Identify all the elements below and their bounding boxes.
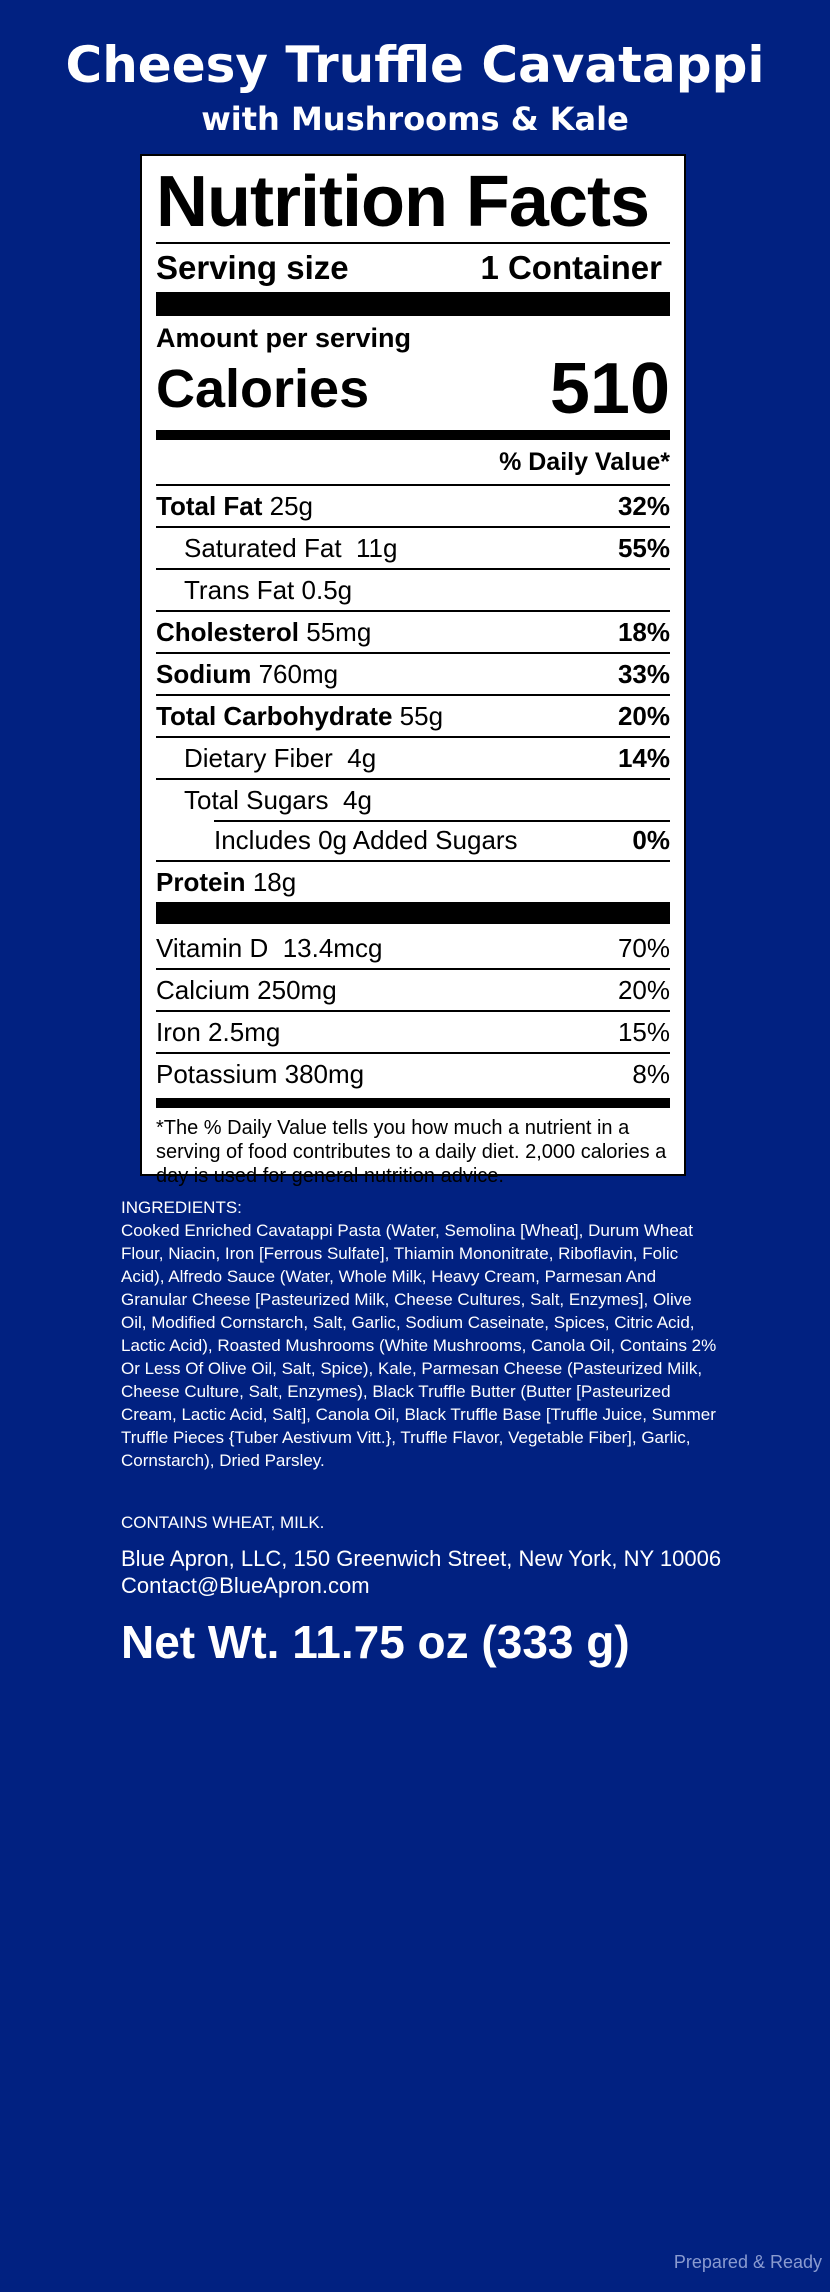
- nutrition-facts-heading: Nutrition Facts: [156, 162, 650, 242]
- brand-mark: Prepared & Ready: [673, 2252, 822, 2272]
- nutrient-amount: 4g: [342, 784, 372, 815]
- vitamin-dv: 20%: [617, 974, 670, 1005]
- nutrient-row-total-fat: [156, 484, 670, 526]
- vitamin-row-iron: [156, 1010, 670, 1052]
- nutrient-dv: 14%: [617, 742, 670, 773]
- nutrient-dv: 20%: [617, 700, 670, 731]
- nutrient-row-saturated-fat: [156, 526, 670, 568]
- serving-size-label: Serving size: [156, 249, 349, 286]
- vitamin-name: Vitamin D: [156, 932, 269, 963]
- nutrient-name: Saturated Fat: [184, 532, 342, 563]
- ingredients-text: Cooked Enriched Cavatappi Pasta (Water, Semolina [Wheat], Durum Wheat Flour, Niacin, Iron [Ferrous Sulfate], Thiamin Mononitrate, Riboflavin, Folic Acid), Alfredo Sauce (Water, Whole Milk, Heavy Cream, Parmesan And Granular Cheese [Pasteurized Milk, Cheese Cultures, Salt, Enzymes], Olive Oil, Modified Cornstarch, Salt, Garlic, Sodium Caseinate, Spices, Citric Acid, Lactic Acid), Roasted Mushrooms (White Mushrooms, Canola Oil, Contains 2% Or Less Of Olive Oil, Salt, Spice), Kale, Parmesan Cheese (Pasteurized Milk, Cheese Culture, Salt, Enzymes), Black Truffle Butter (Butter [Pasteurized Cream, Lactic Acid, Salt], Canola Oil, Black Truffle Base [Truffle Juice, Summer Truffle Pieces {Tuber Aestivum Vitt.}, Truffle Flavor, Vegetable Fiber], Garlic, Cornstarch), Dried Parsley.: [121, 1221, 717, 1470]
- nutrient-dv: 55%: [617, 532, 670, 563]
- nutrient-amount: 11g: [356, 532, 398, 563]
- nutrient-row-dietary-fiber: [156, 736, 670, 778]
- serving-size-value: 1 Container: [480, 249, 662, 286]
- vitamin-name: Calcium: [156, 974, 250, 1005]
- daily-value-header: % Daily Value*: [499, 448, 670, 476]
- vitamin-dv: 15%: [617, 1016, 670, 1047]
- thick-divider: [156, 902, 670, 924]
- vitamin-dv: 8%: [632, 1058, 670, 1089]
- nutrient-name: Total Sugars: [184, 784, 329, 815]
- product-title: Cheesy Truffle Cavatappi: [65, 36, 765, 94]
- nutrient-name: Trans Fat: [184, 574, 295, 605]
- nutrient-name: Total Carbohydrate: [156, 700, 393, 731]
- vitamin-name: Iron: [156, 1016, 201, 1047]
- nutrient-row-total-carbohydrate: [156, 694, 670, 736]
- vitamin-name: Potassium: [156, 1058, 278, 1089]
- nutrient-amount: 0.5g: [301, 574, 353, 605]
- nutrition-facts-panel: [140, 154, 686, 1187]
- nutrient-row-added-sugars: [156, 820, 670, 860]
- nutrient-name: Includes 0g Added Sugars: [214, 824, 518, 855]
- nutrient-amount: 55g: [399, 700, 444, 731]
- vitamin-row-potassium: [156, 1052, 670, 1094]
- nutrient-name: Cholesterol: [156, 616, 300, 647]
- nutrient-name: Sodium: [156, 658, 252, 689]
- medium-divider: [156, 430, 670, 440]
- calories-row: [156, 349, 670, 429]
- vitamin-amount: 13.4mcg: [282, 932, 383, 963]
- calories-label: Calories: [156, 359, 370, 419]
- nutrient-amount: 55mg: [306, 616, 372, 647]
- nutrient-amount: 25g: [269, 490, 314, 521]
- company-info: [121, 1545, 721, 1599]
- allergen-statement: CONTAINS WHEAT, MILK.: [121, 1513, 325, 1532]
- vitamin-dv: 70%: [617, 932, 670, 963]
- nutrient-amount: 18g: [252, 866, 297, 897]
- nutrient-row-cholesterol: [156, 610, 670, 652]
- company-email: Contact@BlueApron.com: [121, 1573, 370, 1598]
- nutrient-amount: 4g: [347, 742, 377, 773]
- vitamin-amount: 2.5mg: [208, 1016, 281, 1047]
- net-weight: Net Wt. 11.75 oz (333 g): [121, 1616, 630, 1668]
- nutrient-dv: 33%: [617, 658, 670, 689]
- calories-value: 510: [549, 349, 670, 429]
- nutrient-name: Protein: [156, 866, 246, 897]
- nutrient-dv: 32%: [617, 490, 670, 521]
- nutrient-dv: 18%: [617, 616, 670, 647]
- nutrient-row-total-sugars: [156, 778, 670, 820]
- partial-divider: [214, 820, 670, 822]
- medium-divider: [156, 1098, 670, 1108]
- vitamin-row-calcium: [156, 968, 670, 1010]
- nutrient-name: Total Fat: [156, 490, 263, 521]
- thick-divider: [156, 292, 670, 316]
- nutrient-amount: 760mg: [258, 658, 339, 689]
- daily-value-footnote: *The % Daily Value tells you how much a nutrient in a serving of food contributes to a daily diet. 2,000 calories a day is used for general nutrition advice.: [156, 1117, 667, 1187]
- nutrient-row-protein: [156, 860, 670, 902]
- nutrient-name: Dietary Fiber: [184, 742, 333, 773]
- vitamin-row-vitamin-d: [156, 928, 670, 968]
- serving-size-row: [156, 244, 670, 292]
- company-address: Blue Apron, LLC, 150 Greenwich Street, New York, NY 10006: [121, 1546, 722, 1571]
- nutrient-dv: 0%: [632, 824, 670, 855]
- nutrient-row-sodium: [156, 652, 670, 694]
- amount-per-serving: Amount per serving: [156, 323, 412, 353]
- vitamin-amount: 380mg: [284, 1058, 365, 1089]
- ingredients-heading: INGREDIENTS:: [121, 1198, 242, 1217]
- vitamin-amount: 250mg: [257, 974, 337, 1005]
- product-subtitle: with Mushrooms & Kale: [201, 100, 629, 138]
- nutrient-row-trans-fat: [156, 568, 670, 610]
